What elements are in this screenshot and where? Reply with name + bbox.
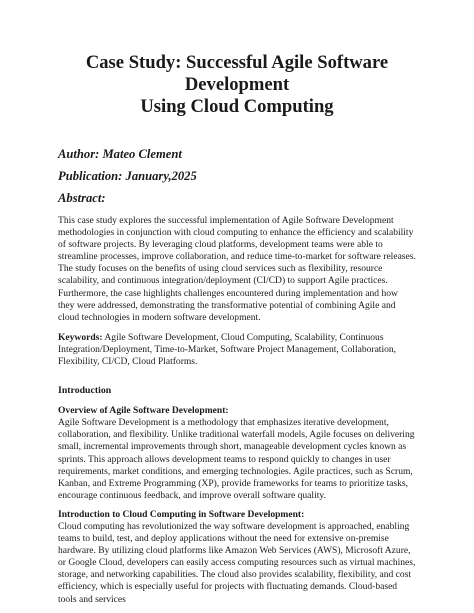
keywords-label: Keywords:: [58, 331, 103, 343]
agile-overview-heading: Overview of Agile Software Development:: [58, 405, 229, 417]
keywords-paragraph: [58, 332, 416, 368]
cloud-intro-heading: Introduction to Cloud Computing in Software Development:: [58, 508, 305, 520]
abstract-paragraph: This case study explores the successful implementation of Agile Software Development methodologies in conjunction with cloud computing to enhance the efficiency and scalability of software projects. By leveraging cloud platforms, development teams were able to streamline processes, improve collaboration, and reduce time-to-market for software releases. The study focuses on the benefits of using cloud services such as flexibility, resource scalability, and continuous integration/deployment (CI/CD) to support Agile practices. Furthermore, the case highlights challenges encountered during implementation and how they were addressed, demonstrating the transformative potential of combining Agile and cloud technologies in modern software development.: [58, 215, 416, 323]
cloud-intro-paragraph: Cloud computing has revolutionized the way software development is approached, enabling teams to build, test, and deploy applications without the need for extensive on-premise hardware. By utilizing cloud platforms like Amazon Web Services (AWS), Microsoft Azure, or Google Cloud, developers can easily access computing resources such as virtual machines, storage, and networking capabilities. The cloud also provides scalability, flexibility, and cost efficiency, which is especially useful for projects with fluctuating demands. Cloud-based tools and services: [58, 520, 416, 605]
introduction-heading: Introduction: [58, 385, 112, 397]
agile-overview-paragraph: Agile Software Development is a methodology that emphasizes iterative development, collaboration, and flexibility. Unlike traditional waterfall models, Agile focuses on delivering small, incremental improvements through short, manageable development cycles known as sprints. This approach allows development teams to respond quickly to changes in user requirements, market conditions, and emerging technologies. Agile practices, such as Scrum, Kanban, and Extreme Programming (XP), provide frameworks for teams to prioritize tasks, encourage continuous feedback, and improve overall software quality.: [58, 417, 415, 501]
paper-title-line-1: Case Study: Successful Agile Software Development: [85, 52, 389, 95]
author-line: Author: Mateo Clement: [58, 147, 182, 161]
publication-line: Publication: January,2025: [58, 169, 197, 183]
keywords-text: Agile Software Development, Cloud Computing, Scalability, Continuous Integration/Deployment, Time-to-Market, Software Project Management, Collaboration, Flexibility, CI/CD, Cloud Platforms.: [58, 331, 397, 368]
paper-title: [58, 52, 416, 118]
paper-title-line-2: Using Cloud Computing: [140, 96, 334, 117]
abstract-heading: Abstract:: [58, 191, 106, 205]
